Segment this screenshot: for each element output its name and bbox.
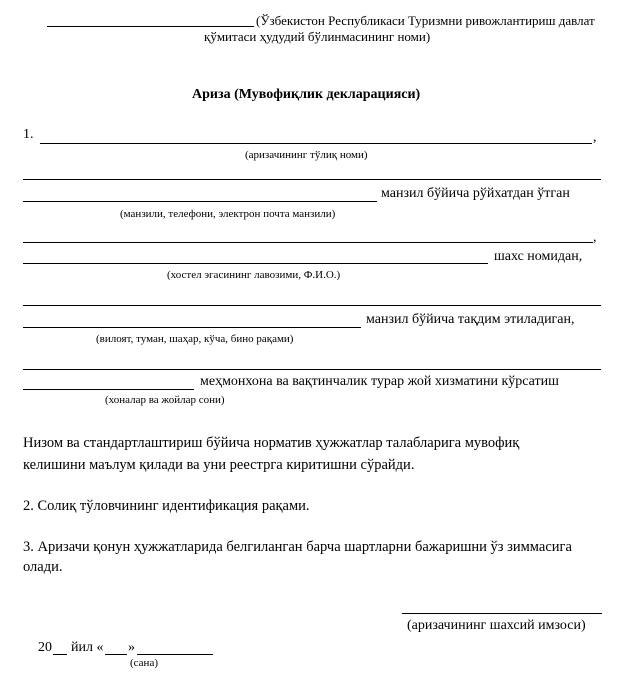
authority-caption-line2: қўмитаси ҳудудий бўлинмасининг номи) [204, 29, 431, 44]
signature-caption: (аризачининг шахсий имзоси) [407, 618, 586, 633]
date-caption: (сана) [130, 657, 158, 669]
page-title: Ариза (Мувофиқлик декларацияси) [192, 87, 421, 102]
location-line-2[interactable] [23, 327, 361, 328]
date-year-word: йил « [71, 640, 104, 655]
item1-number: 1. [23, 127, 34, 142]
authority-caption-line1: (Ўзбекистон Республикаси Туризмни ривожлантириш давлат [256, 13, 595, 28]
rooms-caption: (хоналар ва жойлар сони) [105, 394, 225, 406]
address-suffix: манзил бўйича рўйхатдан ўтган [381, 186, 570, 201]
location-suffix: манзил бўйича тақдим этиладиган, [366, 312, 575, 327]
compliance-paragraph-line1: Низом ва стандартлаштириш бўйича норматив ҳужжатлар талабларига мувофиқ [23, 435, 520, 451]
item3-line2: олади. [23, 559, 63, 575]
address-line-2[interactable] [23, 201, 377, 202]
fullname-comma: , [593, 130, 597, 145]
authority-name-line [47, 26, 254, 27]
compliance-paragraph-line2: келишини маълум қилади ва уни реестрга киритишни сўрайди. [23, 457, 415, 473]
location-line-1[interactable] [23, 305, 601, 306]
person-suffix: шахс номидан, [494, 249, 583, 264]
location-caption: (вилоят, туман, шаҳар, кўча, бино рақами) [96, 333, 294, 345]
date-month-blank[interactable] [137, 654, 213, 655]
date-year-blank[interactable] [53, 654, 67, 655]
service-line-2[interactable] [23, 389, 194, 390]
item3-line1: 3. Аризачи қонун ҳужжатларида белгиланган барча шартларни бажаришни ўз зиммасига [23, 539, 572, 555]
item2-tax-id: 2. Солиқ тўловчининг идентификация рақами. [23, 498, 310, 514]
person-caption: (хостел эгасининг лавозими, Ф.И.О.) [167, 269, 341, 281]
date-day-blank[interactable] [105, 654, 127, 655]
fullname-line[interactable] [40, 143, 592, 144]
person-comma: , [593, 230, 597, 245]
fullname-caption: (аризачининг тўлиқ номи) [245, 149, 368, 161]
service-line-1[interactable] [23, 369, 601, 370]
person-line-2[interactable] [23, 263, 488, 264]
service-suffix: меҳмонхона ва вақтинчалик турар жой хизматини кўрсатиш [200, 374, 559, 389]
address-line-1[interactable] [23, 179, 601, 180]
signature-line[interactable] [402, 613, 602, 614]
address-caption: (манзили, телефони, электрон почта манзили) [120, 208, 336, 220]
date-year-prefix: 20 [38, 640, 52, 655]
person-line-1[interactable] [23, 242, 593, 243]
date-quote-close: » [128, 640, 135, 655]
